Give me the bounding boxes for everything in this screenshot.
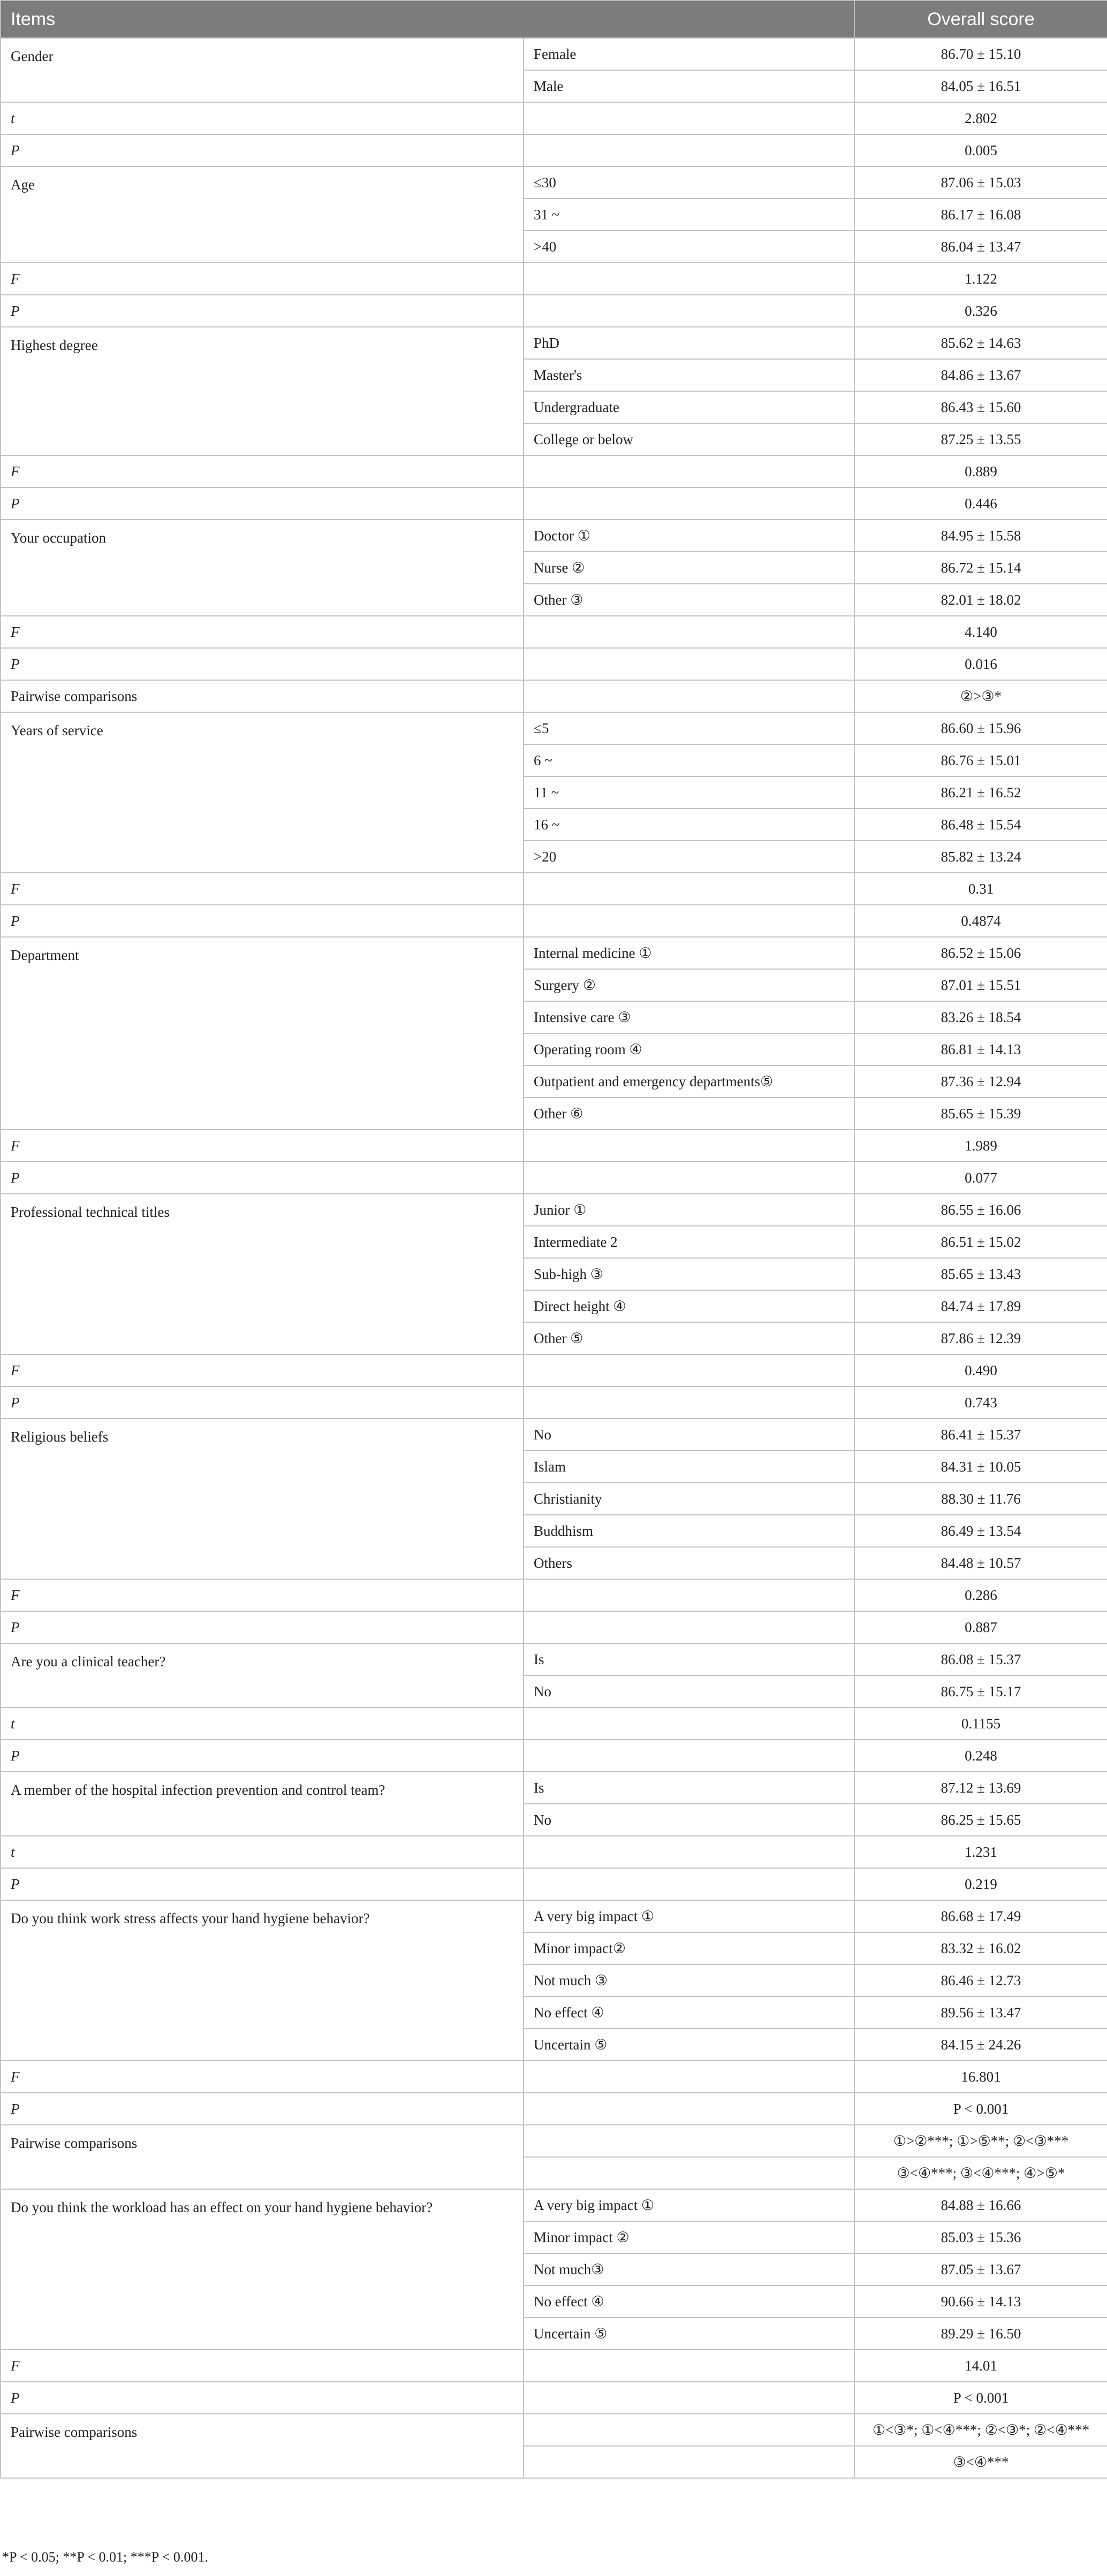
subgroup-cell xyxy=(524,1708,854,1740)
table-body xyxy=(1,38,1107,2478)
table-row xyxy=(1,1868,1107,1900)
score-cell: 0.1155 xyxy=(854,1708,1107,1740)
item-cell: F xyxy=(1,873,524,905)
item-cell: F xyxy=(1,2061,524,2093)
subgroup-cell xyxy=(524,2093,854,2125)
score-cell: 86.46 ± 12.73 xyxy=(854,1964,1107,1996)
subgroup-cell: ≤5 xyxy=(524,712,854,744)
table-row xyxy=(1,166,1107,199)
score-cell: 84.31 ± 10.05 xyxy=(854,1451,1107,1483)
score-cell: 84.88 ± 16.66 xyxy=(854,2189,1107,2221)
item-cell: P xyxy=(1,1162,524,1194)
score-cell: 87.86 ± 12.39 xyxy=(854,1322,1107,1354)
score-cell: 84.05 ± 16.51 xyxy=(854,70,1107,102)
subgroup-cell: Other ⑤ xyxy=(524,1322,854,1354)
subgroup-cell: College or below xyxy=(524,423,854,455)
table-row xyxy=(1,712,1107,744)
score-cell: 2.802 xyxy=(854,102,1107,134)
score-cell: 0.005 xyxy=(854,134,1107,166)
header-overall-score: Overall score xyxy=(854,1,1107,38)
subgroup-cell: Islam xyxy=(524,1451,854,1483)
score-cell: 90.66 ± 14.13 xyxy=(854,2285,1107,2318)
subgroup-cell: 16 ~ xyxy=(524,809,854,841)
table-row xyxy=(1,905,1107,937)
item-cell: Do you think work stress affects your hand hygiene behavior? xyxy=(1,1900,524,2061)
subgroup-cell: Undergraduate xyxy=(524,391,854,423)
item-cell: F xyxy=(1,616,524,648)
subgroup-cell: 6 ~ xyxy=(524,744,854,776)
item-cell: Years of service xyxy=(1,712,524,873)
table-row xyxy=(1,1772,1107,1804)
subgroup-cell: Christianity xyxy=(524,1483,854,1515)
score-cell: 86.70 ± 15.10 xyxy=(854,38,1107,70)
subgroup-cell: No xyxy=(524,1419,854,1451)
subgroup-cell: >20 xyxy=(524,841,854,873)
table-row xyxy=(1,1386,1107,1419)
subgroup-cell xyxy=(524,2446,854,2478)
score-cell: 84.95 ± 15.58 xyxy=(854,520,1107,552)
table-row xyxy=(1,38,1107,70)
table-row xyxy=(1,134,1107,166)
subgroup-cell: Not much ③ xyxy=(524,1964,854,1996)
score-cell: 86.75 ± 15.17 xyxy=(854,1675,1107,1708)
subgroup-cell: ≤30 xyxy=(524,166,854,199)
score-cell: 85.65 ± 15.39 xyxy=(854,1098,1107,1130)
item-cell: P xyxy=(1,905,524,937)
score-cell: 89.56 ± 13.47 xyxy=(854,1996,1107,2029)
table-row xyxy=(1,1836,1107,1868)
score-cell: 88.30 ± 11.76 xyxy=(854,1483,1107,1515)
item-cell: F xyxy=(1,263,524,295)
subgroup-cell: 11 ~ xyxy=(524,776,854,809)
score-cell: 83.26 ± 18.54 xyxy=(854,1001,1107,1033)
subgroup-cell xyxy=(524,680,854,712)
subgroup-cell: Uncertain ⑤ xyxy=(524,2318,854,2350)
subgroup-cell xyxy=(524,263,854,295)
table-row xyxy=(1,1354,1107,1386)
subgroup-cell: Surgery ② xyxy=(524,969,854,1001)
subgroup-cell xyxy=(524,295,854,327)
subgroup-cell: Minor impact ② xyxy=(524,2221,854,2253)
item-cell: A member of the hospital infection prevention and control team? xyxy=(1,1772,524,1836)
item-cell: Department xyxy=(1,937,524,1130)
footnote: *P < 0.05; **P < 0.01; ***P < 0.001. xyxy=(2,2549,208,2565)
item-cell: Highest degree xyxy=(1,327,524,455)
score-cell: 85.62 ± 14.63 xyxy=(854,327,1107,359)
table-row xyxy=(1,1194,1107,1226)
subgroup-cell xyxy=(524,2350,854,2382)
item-cell: P xyxy=(1,295,524,327)
item-cell: Professional technical titles xyxy=(1,1194,524,1354)
score-cell: 16.801 xyxy=(854,2061,1107,2093)
subgroup-cell: Doctor ① xyxy=(524,520,854,552)
score-cell: 0.889 xyxy=(854,455,1107,487)
score-cell: 86.48 ± 15.54 xyxy=(854,809,1107,841)
item-cell: t xyxy=(1,1836,524,1868)
table-row xyxy=(1,1900,1107,1932)
score-cell: 0.490 xyxy=(854,1354,1107,1386)
table-row xyxy=(1,1708,1107,1740)
item-cell: Do you think the workload has an effect on your hand hygiene behavior? xyxy=(1,2189,524,2350)
table-row xyxy=(1,2350,1107,2382)
item-cell: P xyxy=(1,487,524,520)
subgroup-cell: Junior ① xyxy=(524,1194,854,1226)
score-cell: ③<④*** xyxy=(854,2446,1107,2478)
table-row xyxy=(1,2189,1107,2221)
score-cell: 0.326 xyxy=(854,295,1107,327)
score-cell: 84.86 ± 13.67 xyxy=(854,359,1107,391)
score-cell: P < 0.001 xyxy=(854,2093,1107,2125)
score-cell: ①>②***; ①>⑤**; ②<③*** xyxy=(854,2125,1107,2157)
score-cell: 14.01 xyxy=(854,2350,1107,2382)
subgroup-cell: Female xyxy=(524,38,854,70)
subgroup-cell xyxy=(524,616,854,648)
item-cell: P xyxy=(1,1611,524,1643)
subgroup-cell: Is xyxy=(524,1643,854,1675)
score-cell: 86.43 ± 15.60 xyxy=(854,391,1107,423)
subgroup-cell: Intensive care ③ xyxy=(524,1001,854,1033)
score-cell: ①<③*; ①<④***; ②<③*; ②<④*** xyxy=(854,2414,1107,2446)
subgroup-cell: Master's xyxy=(524,359,854,391)
header-row xyxy=(1,1,1107,38)
score-cell: 86.52 ± 15.06 xyxy=(854,937,1107,969)
score-cell: 86.04 ± 13.47 xyxy=(854,231,1107,263)
header-items: Items xyxy=(1,1,854,38)
table-row xyxy=(1,873,1107,905)
score-cell: P < 0.001 xyxy=(854,2382,1107,2414)
score-cell: 86.81 ± 14.13 xyxy=(854,1033,1107,1065)
score-cell: 1.989 xyxy=(854,1130,1107,1162)
subgroup-cell: Other ⑥ xyxy=(524,1098,854,1130)
table-row xyxy=(1,102,1107,134)
item-cell: P xyxy=(1,134,524,166)
table-row xyxy=(1,1643,1107,1675)
subgroup-cell xyxy=(524,1162,854,1194)
table-row xyxy=(1,1162,1107,1194)
subgroup-cell: Internal medicine ① xyxy=(524,937,854,969)
item-cell: P xyxy=(1,648,524,680)
subgroup-cell: Sub-high ③ xyxy=(524,1258,854,1290)
item-cell: Pairwise comparisons xyxy=(1,680,524,712)
score-cell: 85.65 ± 13.43 xyxy=(854,1258,1107,1290)
score-cell: 85.03 ± 15.36 xyxy=(854,2221,1107,2253)
subgroup-cell: Nurse ② xyxy=(524,552,854,584)
item-cell: Your occupation xyxy=(1,520,524,616)
item-cell: P xyxy=(1,1868,524,1900)
item-cell: Religious beliefs xyxy=(1,1419,524,1579)
table-row xyxy=(1,1419,1107,1451)
score-cell: ③<④***; ③<④***; ④>⑤* xyxy=(854,2157,1107,2189)
table-row xyxy=(1,2382,1107,2414)
score-cell: 86.08 ± 15.37 xyxy=(854,1643,1107,1675)
score-cell: 83.32 ± 16.02 xyxy=(854,1932,1107,1964)
score-cell: 86.17 ± 16.08 xyxy=(854,199,1107,231)
subgroup-cell: Intermediate 2 xyxy=(524,1226,854,1258)
table-row xyxy=(1,616,1107,648)
score-cell: 84.15 ± 24.26 xyxy=(854,2029,1107,2061)
score-cell: 0.286 xyxy=(854,1579,1107,1611)
score-cell: 86.49 ± 13.54 xyxy=(854,1515,1107,1547)
subgroup-cell: Operating room ④ xyxy=(524,1033,854,1065)
score-cell: 0.446 xyxy=(854,487,1107,520)
item-cell: Pairwise comparisons xyxy=(1,2414,524,2478)
score-cell: 4.140 xyxy=(854,616,1107,648)
score-cell: 0.743 xyxy=(854,1386,1107,1419)
subgroup-cell: Minor impact② xyxy=(524,1932,854,1964)
score-cell: 84.48 ± 10.57 xyxy=(854,1547,1107,1579)
score-cell: 86.55 ± 16.06 xyxy=(854,1194,1107,1226)
subgroup-cell: PhD xyxy=(524,327,854,359)
table-row xyxy=(1,1130,1107,1162)
subgroup-cell xyxy=(524,2382,854,2414)
table-row xyxy=(1,2414,1107,2446)
item-cell: Are you a clinical teacher? xyxy=(1,1643,524,1708)
subgroup-cell: No effect ④ xyxy=(524,1996,854,2029)
subgroup-cell xyxy=(524,1579,854,1611)
subgroup-cell: Buddhism xyxy=(524,1515,854,1547)
table-row xyxy=(1,2061,1107,2093)
score-cell: 87.36 ± 12.94 xyxy=(854,1065,1107,1098)
table-row xyxy=(1,327,1107,359)
subgroup-cell: Outpatient and emergency departments⑤ xyxy=(524,1065,854,1098)
item-cell: Age xyxy=(1,166,524,263)
score-cell: 85.82 ± 13.24 xyxy=(854,841,1107,873)
item-cell: P xyxy=(1,1740,524,1772)
score-cell: 86.51 ± 15.02 xyxy=(854,1226,1107,1258)
item-cell: P xyxy=(1,2093,524,2125)
table-row xyxy=(1,1579,1107,1611)
item-cell: Gender xyxy=(1,38,524,102)
subgroup-cell: Other ③ xyxy=(524,584,854,616)
score-cell: 0.248 xyxy=(854,1740,1107,1772)
subgroup-cell: Others xyxy=(524,1547,854,1579)
table-row xyxy=(1,455,1107,487)
subgroup-cell xyxy=(524,102,854,134)
score-cell: 1.122 xyxy=(854,263,1107,295)
score-cell: 86.72 ± 15.14 xyxy=(854,552,1107,584)
table-row xyxy=(1,937,1107,969)
table-row xyxy=(1,487,1107,520)
score-cell: 0.016 xyxy=(854,648,1107,680)
subgroup-cell xyxy=(524,487,854,520)
score-cell: 1.231 xyxy=(854,1836,1107,1868)
subgroup-cell xyxy=(524,1354,854,1386)
subgroup-cell xyxy=(524,2061,854,2093)
score-cell: 86.76 ± 15.01 xyxy=(854,744,1107,776)
table-row xyxy=(1,2125,1107,2157)
item-cell: F xyxy=(1,1579,524,1611)
item-cell: Pairwise comparisons xyxy=(1,2125,524,2189)
subgroup-cell xyxy=(524,2125,854,2157)
subgroup-cell xyxy=(524,134,854,166)
item-cell: t xyxy=(1,102,524,134)
item-cell: F xyxy=(1,2350,524,2382)
score-cell: ②>③* xyxy=(854,680,1107,712)
subgroup-cell xyxy=(524,1386,854,1419)
table-row xyxy=(1,263,1107,295)
score-cell: 82.01 ± 18.02 xyxy=(854,584,1107,616)
subgroup-cell xyxy=(524,1130,854,1162)
subgroup-cell xyxy=(524,648,854,680)
subgroup-cell: A very big impact ① xyxy=(524,2189,854,2221)
subgroup-cell xyxy=(524,2157,854,2189)
score-cell: 0.4874 xyxy=(854,905,1107,937)
subgroup-cell xyxy=(524,1836,854,1868)
subgroup-cell: >40 xyxy=(524,231,854,263)
item-cell: F xyxy=(1,1354,524,1386)
score-cell: 87.06 ± 15.03 xyxy=(854,166,1107,199)
subgroup-cell xyxy=(524,1868,854,1900)
score-cell: 87.25 ± 13.55 xyxy=(854,423,1107,455)
score-cell: 86.68 ± 17.49 xyxy=(854,1900,1107,1932)
table-row xyxy=(1,295,1107,327)
subgroup-cell: Male xyxy=(524,70,854,102)
subgroup-cell: 31 ~ xyxy=(524,199,854,231)
score-cell: 0.887 xyxy=(854,1611,1107,1643)
table-row xyxy=(1,648,1107,680)
subgroup-cell xyxy=(524,873,854,905)
subgroup-cell: No xyxy=(524,1804,854,1836)
score-cell: 0.31 xyxy=(854,873,1107,905)
score-cell: 87.01 ± 15.51 xyxy=(854,969,1107,1001)
subgroup-cell: No xyxy=(524,1675,854,1708)
item-cell: F xyxy=(1,1130,524,1162)
score-cell: 87.12 ± 13.69 xyxy=(854,1772,1107,1804)
subgroup-cell: Is xyxy=(524,1772,854,1804)
score-cell: 86.60 ± 15.96 xyxy=(854,712,1107,744)
item-cell: P xyxy=(1,1386,524,1419)
table-row xyxy=(1,680,1107,712)
subgroup-cell: Uncertain ⑤ xyxy=(524,2029,854,2061)
score-cell: 89.29 ± 16.50 xyxy=(854,2318,1107,2350)
score-cell: 84.74 ± 17.89 xyxy=(854,1290,1107,1322)
subgroup-cell xyxy=(524,1611,854,1643)
score-cell: 87.05 ± 13.67 xyxy=(854,2253,1107,2285)
subgroup-cell xyxy=(524,2414,854,2446)
subgroup-cell: Not much③ xyxy=(524,2253,854,2285)
score-cell: 86.25 ± 15.65 xyxy=(854,1804,1107,1836)
item-cell: t xyxy=(1,1708,524,1740)
score-cell: 0.219 xyxy=(854,1868,1107,1900)
table-row xyxy=(1,2093,1107,2125)
subgroup-cell xyxy=(524,1740,854,1772)
score-cell: 0.077 xyxy=(854,1162,1107,1194)
subgroup-cell: A very big impact ① xyxy=(524,1900,854,1932)
item-cell: F xyxy=(1,455,524,487)
score-cell: 86.41 ± 15.37 xyxy=(854,1419,1107,1451)
subgroup-cell: Direct height ④ xyxy=(524,1290,854,1322)
table-row xyxy=(1,1611,1107,1643)
subgroup-cell: No effect ④ xyxy=(524,2285,854,2318)
table-row xyxy=(1,1740,1107,1772)
table-row xyxy=(1,520,1107,552)
item-cell: P xyxy=(1,2382,524,2414)
subgroup-cell xyxy=(524,455,854,487)
subgroup-cell xyxy=(524,905,854,937)
score-cell: 86.21 ± 16.52 xyxy=(854,776,1107,809)
